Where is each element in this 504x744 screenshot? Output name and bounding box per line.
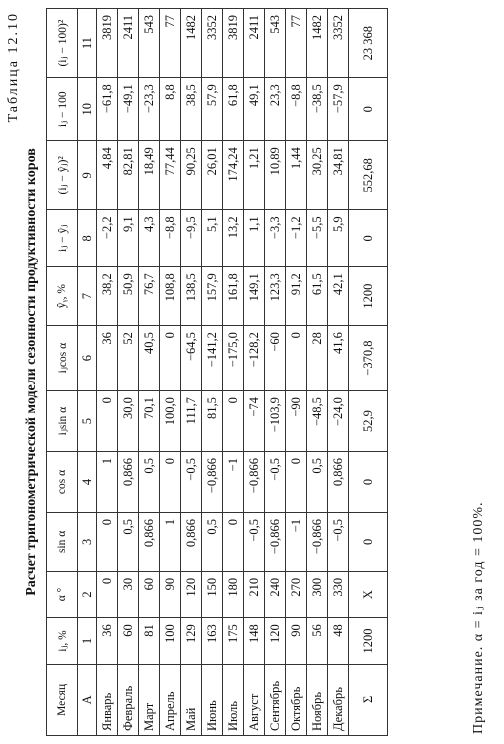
value-cell: −128,2 [244,326,265,391]
value-cell: −90 [286,391,307,452]
value-cell: 138,5 [181,267,202,326]
month-cell: Март [139,664,160,735]
value-cell: 4,3 [139,210,160,267]
value-cell: −1,2 [286,210,307,267]
value-cell: 129 [181,618,202,664]
value-cell: 123,3 [265,267,286,326]
value-cell: 90 [160,571,181,617]
value-cell: 36 [97,326,118,391]
value-cell: 56 [307,618,328,664]
value-cell: −61,8 [97,78,118,141]
value-cell: 3819 [97,9,118,78]
value-cell: 42,1 [328,267,349,326]
value-cell: 0,866 [139,512,160,571]
total-cell: 52,9 [349,391,388,452]
value-cell: 1482 [307,9,328,78]
value-cell: 38,5 [181,78,202,141]
header-cell: iⱼ − ŷⱼ [47,210,78,267]
month-cell: Апрель [160,664,181,735]
header-cell: ŷᵧ, % [47,267,78,326]
index-cell: 4 [78,452,97,513]
value-cell: 90,25 [181,141,202,210]
value-cell: −23,3 [139,78,160,141]
value-cell: −74 [244,391,265,452]
month-cell: Май [181,664,202,735]
index-cell: 7 [78,267,97,326]
value-cell: 270 [286,571,307,617]
value-cell: 150 [202,571,223,617]
value-cell: 81 [139,618,160,664]
table-caption: Таблица 12.10 [6,12,21,123]
value-cell: −24,0 [328,391,349,452]
value-cell: 120 [181,571,202,617]
month-cell: Декабрь [328,664,349,735]
value-cell: −0,5 [265,452,286,513]
header-cell: (iⱼ − 100)² [47,9,78,78]
value-cell: 157,9 [202,267,223,326]
index-cell: 10 [78,78,97,141]
value-cell: 28 [307,326,328,391]
index-cell: А [78,664,97,735]
value-cell: 0,866 [181,512,202,571]
value-cell: −3,3 [265,210,286,267]
value-cell: 0,866 [328,452,349,513]
month-cell: Октябрь [286,664,307,735]
value-cell: 111,7 [181,391,202,452]
value-cell: 120 [265,618,286,664]
value-cell: 9,1 [118,210,139,267]
header-cell: iⱼ, % [47,618,78,664]
month-cell: Сентябрь [265,664,286,735]
value-cell: 76,7 [139,267,160,326]
value-cell: 1,1 [244,210,265,267]
value-cell: −0,5 [181,452,202,513]
value-cell: 174,24 [223,141,244,210]
value-cell: 0 [160,452,181,513]
table-row [181,9,202,736]
value-cell: 10,89 [265,141,286,210]
value-cell: −8,8 [160,210,181,267]
value-cell: 1,21 [244,141,265,210]
value-cell: −5,5 [307,210,328,267]
value-cell: −60 [265,326,286,391]
value-cell: 0 [160,326,181,391]
value-cell: −38,5 [307,78,328,141]
value-cell: 90 [286,618,307,664]
value-cell: 0 [223,512,244,571]
table-body [78,9,349,736]
value-cell: 34,81 [328,141,349,210]
total-cell: 0 [349,512,388,571]
value-cell: 3819 [223,9,244,78]
value-cell: 60 [118,618,139,664]
value-cell: 1,44 [286,141,307,210]
table-row [265,9,286,736]
header-cell: sin α [47,512,78,571]
value-cell: 70,1 [139,391,160,452]
seasonality-table [46,8,388,736]
value-cell: −8,8 [286,78,307,141]
value-cell: 38,2 [97,267,118,326]
value-cell: 0 [97,391,118,452]
value-cell: 0,5 [202,512,223,571]
table-row [97,9,118,736]
total-cell: 552,68 [349,141,388,210]
value-cell: 91,2 [286,267,307,326]
table-row [286,9,307,736]
value-cell: 77 [286,9,307,78]
index-cell: 8 [78,210,97,267]
total-row [349,9,388,736]
value-cell: 1482 [181,9,202,78]
value-cell: −64,5 [181,326,202,391]
value-cell: −0,5 [244,512,265,571]
value-cell: −48,5 [307,391,328,452]
value-cell: −9,5 [181,210,202,267]
index-cell: 3 [78,512,97,571]
value-cell: 30,25 [307,141,328,210]
value-cell: 148 [244,618,265,664]
value-cell: 23,3 [265,78,286,141]
value-cell: 26,01 [202,141,223,210]
value-cell: 40,5 [139,326,160,391]
total-cell: Σ [349,664,388,735]
value-cell: 57,9 [202,78,223,141]
value-cell: 0,5 [307,452,328,513]
value-cell: 77 [160,9,181,78]
value-cell: 49,1 [244,78,265,141]
value-cell: 0 [97,571,118,617]
month-cell: Июль [223,664,244,735]
total-cell: 0 [349,78,388,141]
value-cell: 180 [223,571,244,617]
value-cell: 50,9 [118,267,139,326]
table-title: Расчет тригонометрической модели сезонности продуктивности коров [24,148,39,596]
value-cell: 2411 [118,9,139,78]
value-cell: 8,8 [160,78,181,141]
value-cell: −57,9 [328,78,349,141]
header-cell: cos α [47,452,78,513]
index-cell: 2 [78,571,97,617]
value-cell: −49,1 [118,78,139,141]
value-cell: 543 [139,9,160,78]
value-cell: 60 [139,571,160,617]
month-cell: Август [244,664,265,735]
index-cell: 9 [78,141,97,210]
value-cell: 100 [160,618,181,664]
value-cell: 5,1 [202,210,223,267]
value-cell: 52 [118,326,139,391]
index-cell: 11 [78,9,97,78]
total-cell: 1200 [349,618,388,664]
header-cell: iⱼ − 100 [47,78,78,141]
value-cell: 163 [202,618,223,664]
table-row [328,9,349,736]
month-cell: Июнь [202,664,223,735]
value-cell: 0 [223,391,244,452]
month-cell: Ноябрь [307,664,328,735]
value-cell: 108,8 [160,267,181,326]
value-cell: −141,2 [202,326,223,391]
value-cell: 0 [286,326,307,391]
header-cell: Месяц [47,664,78,735]
value-cell: 175 [223,618,244,664]
value-cell: 0,5 [139,452,160,513]
header-cell: (iⱼ − ŷⱼ)² [47,141,78,210]
index-cell: 6 [78,326,97,391]
value-cell: 1 [160,512,181,571]
table-row [118,9,139,736]
value-cell: 161,8 [223,267,244,326]
value-cell: 48 [328,618,349,664]
value-cell: 41,6 [328,326,349,391]
value-cell: 61,8 [223,78,244,141]
header-cell: iⱼcos α [47,326,78,391]
value-cell: 18,49 [139,141,160,210]
value-cell: 1 [97,452,118,513]
value-cell: −0,866 [244,452,265,513]
value-cell: 36 [97,618,118,664]
value-cell: −0,866 [307,512,328,571]
index-row [78,9,97,736]
index-cell: 1 [78,618,97,664]
value-cell: −0,5 [328,512,349,571]
header-row [47,9,78,736]
value-cell: 0 [97,512,118,571]
total-cell: 23 368 [349,9,388,78]
index-cell: 5 [78,391,97,452]
value-cell: 543 [265,9,286,78]
value-cell: 330 [328,571,349,617]
value-cell: 77,44 [160,141,181,210]
value-cell: 300 [307,571,328,617]
table-row [139,9,160,736]
value-cell: 3352 [328,9,349,78]
table-row [160,9,181,736]
value-cell: 3352 [202,9,223,78]
value-cell: 0 [286,452,307,513]
table-row [244,9,265,736]
value-cell: −1 [286,512,307,571]
total-cell: −370,8 [349,326,388,391]
total-cell: X [349,571,388,617]
value-cell: 5,9 [328,210,349,267]
value-cell: −1 [223,452,244,513]
header-cell: α ° [47,571,78,617]
value-cell: 4,84 [97,141,118,210]
value-cell: 0,866 [118,452,139,513]
month-cell: Январь [97,664,118,735]
value-cell: −103,9 [265,391,286,452]
value-cell: −0,866 [202,452,223,513]
table-row [202,9,223,736]
value-cell: 30 [118,571,139,617]
table-row [307,9,328,736]
value-cell: 240 [265,571,286,617]
value-cell: 0,5 [118,512,139,571]
value-cell: 82,81 [118,141,139,210]
value-cell: 210 [244,571,265,617]
value-cell: −2,2 [97,210,118,267]
month-cell: Февраль [118,664,139,735]
table-note: Примечание. α = iⱼ за год = 100%. [471,501,486,734]
value-cell: 81,5 [202,391,223,452]
total-cell: 0 [349,452,388,513]
value-cell: 30,0 [118,391,139,452]
header-cell: iⱼsin α [47,391,78,452]
value-cell: 13,2 [223,210,244,267]
value-cell: −175,0 [223,326,244,391]
total-cell: 1200 [349,267,388,326]
value-cell: 100,0 [160,391,181,452]
total-cell: 0 [349,210,388,267]
value-cell: 61,5 [307,267,328,326]
value-cell: 149,1 [244,267,265,326]
value-cell: 2411 [244,9,265,78]
table-row [223,9,244,736]
value-cell: −0,866 [265,512,286,571]
